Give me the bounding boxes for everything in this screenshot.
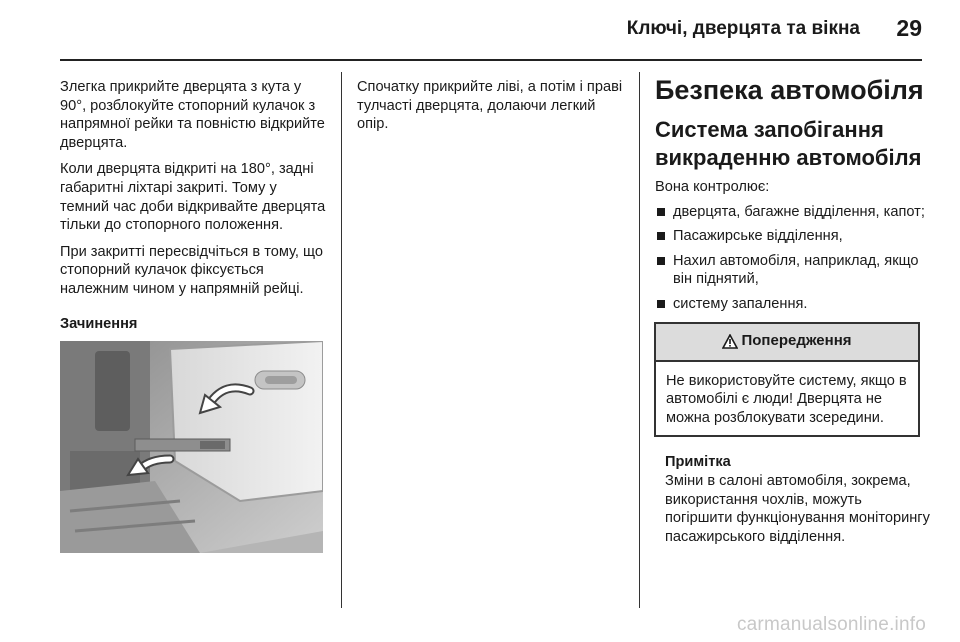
column-divider-1 — [341, 72, 342, 608]
paragraph: Коли дверцята відкриті на 180°, задні габаритні ліхтарі закриті. Тому у темний час доби відкривайте дверцята тільки до стопорного положення. — [60, 161, 326, 234]
warning-box — [654, 322, 920, 438]
watermark: carmanualsonline.info — [736, 614, 926, 635]
warning-header — [656, 324, 918, 362]
paragraph: Злегка прикрийте дверцята з кута у 90°, розблокуйте стопорний кулачок з напрямної рейки та повністю відкрийте дверцята. — [60, 79, 325, 151]
note-block — [655, 453, 930, 546]
intro-text: Вона контролює: — [655, 179, 770, 195]
warning-triangle-icon — [722, 334, 738, 349]
monitored-items-list — [655, 203, 930, 314]
paragraph: При закритті пересвідчіться в тому, що стопорний кулачок фіксується належним чином у напрямній рейці. — [60, 243, 323, 297]
paragraph: Спочатку прикрийте ліві, а потім і праві тулчасті дверцята, долаючи легкий опір. — [357, 79, 623, 133]
list-item: дверцята, багажне відділення, капот; — [655, 203, 930, 222]
closing-subheading: Зачинення — [60, 315, 138, 332]
section-heading: Безпека автомобіля — [655, 75, 924, 105]
door-closing-illustration — [60, 341, 323, 553]
section-subheading: Система запобігання викраденню автомобіля — [655, 117, 922, 170]
note-text: Зміни в салоні автомобіля, зокрема, використання чохлів, можуть погіршити функціонування моніторингу пасажирського відділення. — [665, 472, 930, 545]
warning-text: Не використовуйте систему, якщо в автомобілі є люди! Дверцята не можна розблокувати зсередини. — [666, 372, 907, 426]
list-item: систему запалення. — [655, 295, 930, 314]
list-item: Нахил автомобіля, наприклад, якщо він піднятий, — [655, 252, 930, 289]
page-number: 29 — [896, 15, 922, 41]
note-title: Примітка — [665, 454, 731, 471]
column-3 — [655, 74, 930, 546]
chapter-title: Ключі, дверцята та вікна — [626, 18, 860, 39]
list-item: Пасажирське відділення, — [655, 227, 930, 246]
column-1 — [60, 78, 328, 333]
door-photo-graphic — [60, 341, 323, 553]
column-divider-2 — [639, 72, 640, 608]
header-rule — [60, 59, 922, 61]
column-2 — [357, 78, 625, 142]
warning-title: Попередження — [741, 332, 852, 350]
